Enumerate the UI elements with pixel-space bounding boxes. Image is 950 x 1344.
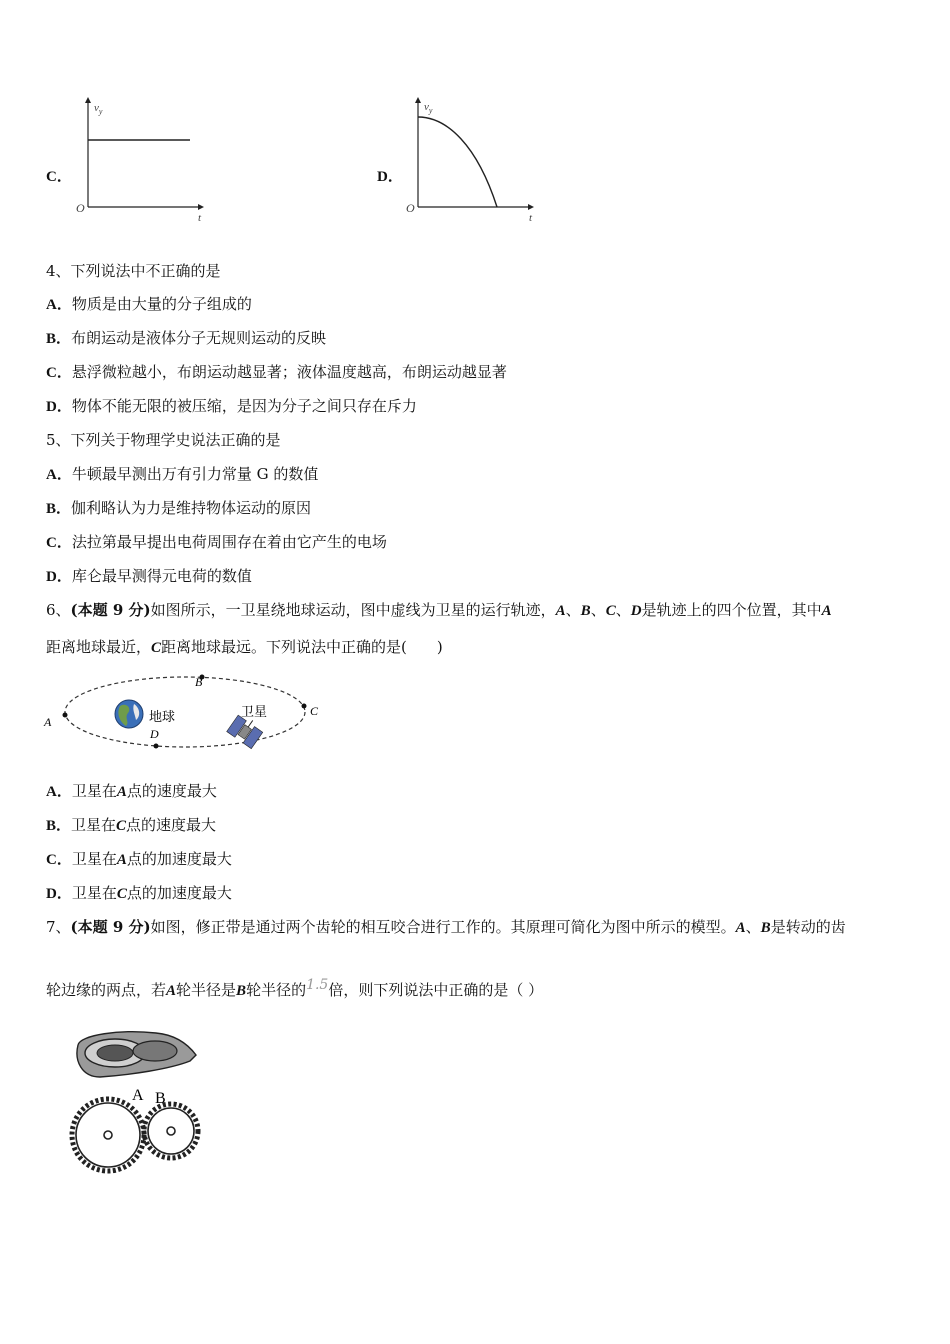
orbit-label-d: D: [150, 727, 159, 741]
earth-label: 地球: [149, 709, 176, 724]
graph-d-x-label: t: [529, 212, 533, 224]
graph-c-y-arrow: [85, 97, 91, 103]
q4-option-b: B．布朗运动是液体分子无规则运动的反映: [46, 329, 327, 347]
satellite-label: 卫星: [241, 704, 268, 719]
gear-b: [144, 1104, 198, 1158]
orbit-label-b: B: [195, 675, 203, 689]
q7-stem-line1: 7、(本题 9 分)如图，修正带是通过两个齿轮的相互咬合进行工作的。其原理可简化为图中所示的模型。A、B是转动的齿: [46, 918, 846, 936]
q5-stem: 5、下列关于物理学史说法正确的是: [46, 431, 281, 449]
q6-stem-line2: 距离地球最近，C距离地球最远。下列说法中正确的是( ): [46, 638, 443, 656]
graph-d-curve: [418, 117, 497, 207]
gear-label-b: B: [155, 1090, 166, 1107]
q7-stem-line2: 轮边缘的两点，若A轮半径是B轮半径的1.5倍，则下列说法中正确的是（ ）: [46, 977, 544, 999]
graph-d-label: D．: [377, 169, 403, 185]
gear-label-a: A: [132, 1087, 144, 1104]
q6-orbit-figure: [40, 664, 340, 764]
graph-d-y-arrow: [415, 97, 421, 103]
q5-option-a: A．牛顿最早测出万有引力常量 G 的数值: [46, 465, 319, 483]
orbit-point-c: [302, 704, 307, 709]
q5-option-b: B．伽利略认为力是维持物体运动的原因: [46, 499, 312, 517]
q6-option-d: D．卫星在C点的加速度最大: [46, 884, 232, 902]
graph-c-x-label: t: [198, 212, 202, 224]
q4-option-d: D．物体不能无限的被压缩，是因为分子之间只存在斥力: [46, 397, 417, 415]
q5-option-c: C．法拉第最早提出电荷周围存在着由它产生的电场: [46, 533, 387, 551]
q5-option-d: D．库仑最早测得元电荷的数值: [46, 567, 252, 585]
q6-option-c: C．卫星在A点的加速度最大: [46, 850, 232, 868]
orbit-label-a: A: [44, 715, 52, 729]
graph-d-y-label: $v_y$: [424, 101, 433, 115]
q6-option-b: B．卫星在C点的速度最大: [46, 816, 217, 834]
graph-c-x-arrow: [198, 204, 204, 210]
q4-option-a: A．物质是由大量的分子组成的: [46, 295, 252, 313]
q7-gear-figure: [60, 1025, 220, 1185]
q7-ratio: 1.5: [306, 977, 329, 993]
graph-d-x-arrow: [528, 204, 534, 210]
orbit-point-d: [154, 744, 159, 749]
graph-d-velocity-time: [402, 95, 552, 225]
earth-icon: [115, 700, 143, 728]
q6-option-a: A．卫星在A点的速度最大: [46, 782, 217, 800]
gear-a: [72, 1099, 144, 1171]
graph-c-velocity-time: [70, 95, 220, 225]
q4-option-c: C．悬浮微粒越小，布朗运动越显著；液体温度越高，布朗运动越显著: [46, 363, 507, 381]
orbit-path: [65, 677, 305, 747]
q6-stem-line1: 6、(本题 9 分)如图所示，一卫星绕地球运动，图中虚线为卫星的运行轨迹，A、B、C、D是轨迹上的四个位置，其中A: [46, 601, 832, 619]
graph-d-origin: O: [406, 201, 415, 215]
graph-c-label: C．: [46, 169, 72, 185]
graph-c-y-label: $v_y$: [94, 102, 103, 116]
q4-stem: 4、下列说法中不正确的是: [46, 262, 221, 280]
graph-c-origin: O: [76, 201, 85, 215]
orbit-point-a: [63, 713, 68, 718]
orbit-label-c: C: [310, 704, 319, 718]
correction-tape-icon: [77, 1032, 196, 1077]
